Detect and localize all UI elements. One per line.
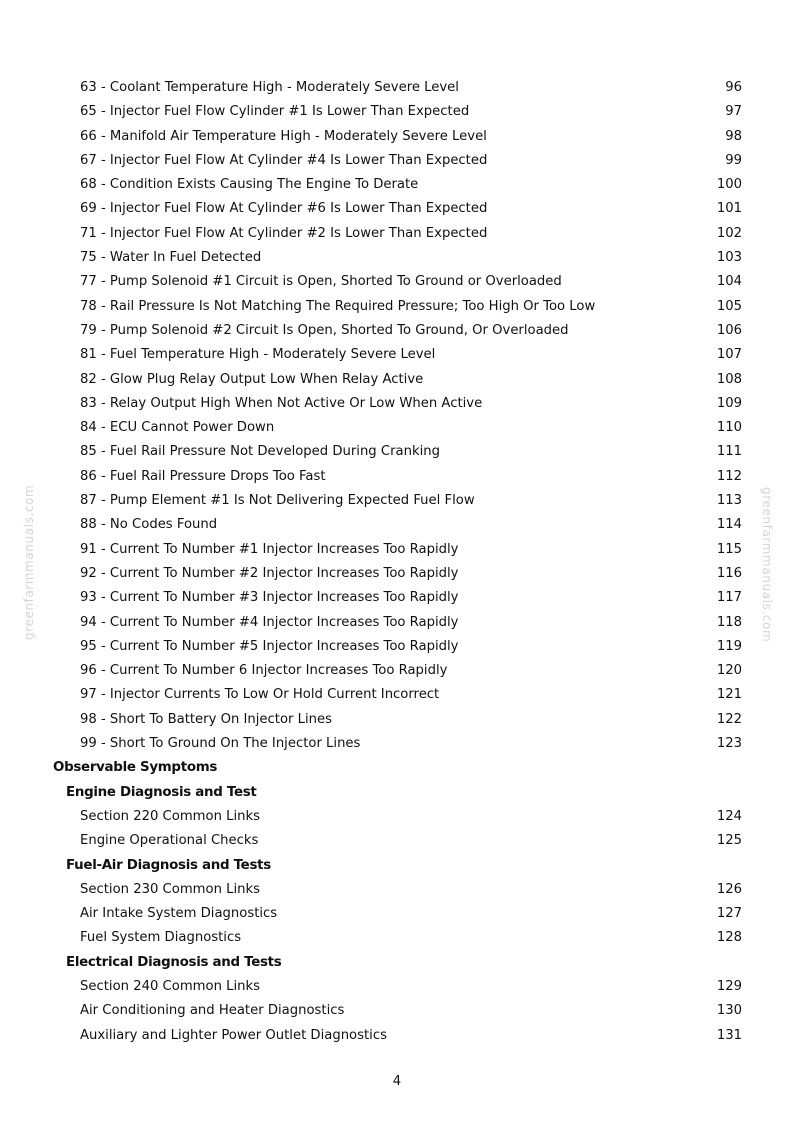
toc-entry-page-number: 97 — [725, 104, 742, 120]
toc-entry[interactable] — [0, 489, 794, 513]
toc-entry-page-number: 131 — [716, 1027, 742, 1043]
toc-entry-title: Section 240 Common Links — [80, 978, 261, 994]
toc-entry[interactable] — [0, 125, 794, 149]
page-number: 4 — [392, 1074, 402, 1089]
toc-entry[interactable] — [0, 659, 794, 683]
toc-entry[interactable] — [0, 100, 794, 124]
toc-entry-title: 67 - Injector Fuel Flow At Cylinder #4 Is Lower Than Expected — [80, 152, 488, 168]
toc-entry-title: 79 - Pump Solenoid #2 Circuit Is Open, Shorted To Ground, Or Overloaded — [80, 322, 569, 338]
toc-entry-title: Electrical Diagnosis and Tests — [66, 954, 282, 970]
toc-entry[interactable] — [0, 173, 794, 197]
toc-entry-title: 88 - No Codes Found — [80, 517, 218, 533]
toc-entry-title: 82 - Glow Plug Relay Output Low When Relay Active — [80, 371, 424, 387]
toc-entry-page-number: 117 — [716, 590, 742, 606]
toc-entry-page-number: 111 — [716, 444, 742, 460]
toc-entry-title: 69 - Injector Fuel Flow At Cylinder #6 Is Lower Than Expected — [80, 201, 488, 217]
toc-entry-page-number: 110 — [716, 420, 742, 436]
toc-entry-title: 84 - ECU Cannot Power Down — [80, 420, 275, 436]
toc-entry-page-number: 126 — [716, 881, 742, 897]
toc-entry-page-number: 109 — [716, 395, 742, 411]
toc-entry-page-number: 118 — [716, 614, 742, 630]
toc-entry-title: Air Conditioning and Heater Diagnostics — [80, 1003, 345, 1019]
toc-entry[interactable] — [0, 902, 794, 926]
toc-entry-title: Fuel System Diagnostics — [80, 930, 242, 946]
toc-entry[interactable] — [0, 708, 794, 732]
toc-entry-title: 95 - Current To Number #5 Injector Increases Too Rapidly — [80, 638, 459, 654]
toc-entry-title: 94 - Current To Number #4 Injector Increases Too Rapidly — [80, 614, 459, 630]
toc-entry-page-number: 115 — [716, 541, 742, 557]
toc-entry-page-number: 120 — [716, 663, 742, 679]
toc-subsection-heading — [0, 951, 794, 975]
toc-entry-page-number: 121 — [716, 687, 742, 703]
toc-entry[interactable] — [0, 878, 794, 902]
toc-entry-title: 97 - Injector Currents To Low Or Hold Current Incorrect — [80, 687, 440, 703]
toc-entry[interactable] — [0, 926, 794, 950]
toc-entry-title: 91 - Current To Number #1 Injector Increases Too Rapidly — [80, 541, 459, 557]
toc-entry-page-number: 114 — [716, 517, 742, 533]
watermark-left: greenfarmmanuals.com — [22, 484, 36, 640]
toc-entry-title: Observable Symptoms — [53, 760, 218, 776]
toc-entry-page-number: 104 — [716, 274, 742, 290]
toc-entry[interactable] — [0, 635, 794, 659]
toc-entry[interactable] — [0, 76, 794, 100]
toc-entry-page-number: 128 — [716, 930, 742, 946]
toc-subsection-heading — [0, 781, 794, 805]
toc-entry[interactable] — [0, 999, 794, 1023]
toc-entry[interactable] — [0, 586, 794, 610]
toc-entry-title: 63 - Coolant Temperature High - Moderately Severe Level — [80, 80, 459, 95]
toc-entry-page-number: 108 — [716, 371, 742, 387]
toc-entry[interactable] — [0, 368, 794, 392]
toc-entry[interactable] — [0, 611, 794, 635]
toc-section-heading — [0, 756, 794, 780]
watermark-right: greenfarmmanuals.com — [760, 487, 774, 643]
toc-entry[interactable] — [0, 1024, 794, 1048]
toc-entry[interactable] — [0, 805, 794, 829]
toc-entry-page-number: 101 — [716, 201, 742, 217]
toc-entry-title: 75 - Water In Fuel Detected — [80, 250, 262, 266]
toc-entry[interactable] — [0, 440, 794, 464]
toc-entry[interactable] — [0, 197, 794, 221]
toc-entry-title: 65 - Injector Fuel Flow Cylinder #1 Is Lower Than Expected — [80, 104, 470, 120]
toc-entry-title: 96 - Current To Number 6 Injector Increases Too Rapidly — [80, 663, 448, 679]
toc-entry[interactable] — [0, 513, 794, 537]
toc-entry-page-number: 130 — [716, 1003, 742, 1019]
toc-entry-title: 78 - Rail Pressure Is Not Matching The Required Pressure; Too High Or Too Low — [80, 298, 596, 314]
toc-entry-page-number: 123 — [716, 736, 742, 752]
toc-entry-title: Engine Diagnosis and Test — [66, 784, 257, 800]
toc-entry-page-number: 112 — [716, 468, 742, 484]
toc-entry-title: 92 - Current To Number #2 Injector Increases Too Rapidly — [80, 565, 459, 581]
toc-entry[interactable] — [0, 343, 794, 367]
toc-entry-title: 93 - Current To Number #3 Injector Increases Too Rapidly — [80, 590, 459, 606]
toc-entry-page-number: 122 — [716, 711, 742, 727]
toc-entry-title: Section 230 Common Links — [80, 881, 261, 897]
toc-entry-page-number: 98 — [725, 128, 742, 144]
toc-entry[interactable] — [0, 246, 794, 270]
toc-entry[interactable] — [0, 270, 794, 294]
toc-entry-page-number: 102 — [716, 225, 742, 241]
toc-entry-page-number: 100 — [716, 177, 742, 193]
toc-entry-title: 85 - Fuel Rail Pressure Not Developed During Cranking — [80, 444, 440, 460]
toc-entry[interactable] — [0, 732, 794, 756]
toc-entry-page-number: 129 — [716, 978, 742, 994]
toc-entry-title: 99 - Short To Ground On The Injector Lines — [80, 736, 361, 752]
toc-entry-title: 77 - Pump Solenoid #1 Circuit is Open, Shorted To Ground or Overloaded — [80, 274, 562, 290]
toc-entry[interactable] — [0, 538, 794, 562]
toc-entry[interactable] — [0, 465, 794, 489]
toc-entry-title: Fuel-Air Diagnosis and Tests — [66, 857, 271, 873]
toc-entry[interactable] — [0, 416, 794, 440]
toc-entry[interactable] — [0, 562, 794, 586]
toc-entry-title: Section 220 Common Links — [80, 808, 261, 824]
toc-entry[interactable] — [0, 392, 794, 416]
toc-entry[interactable] — [0, 149, 794, 173]
toc-entry-page-number: 99 — [725, 152, 742, 168]
toc-entry-title: 81 - Fuel Temperature High - Moderately Severe Level — [80, 347, 436, 363]
toc-entry-title: Auxiliary and Lighter Power Outlet Diagnostics — [80, 1027, 387, 1043]
table-of-contents — [0, 76, 794, 1048]
toc-entry[interactable] — [0, 975, 794, 999]
toc-entry[interactable] — [0, 295, 794, 319]
toc-entry-title: 66 - Manifold Air Temperature High - Moderately Severe Level — [80, 128, 487, 144]
toc-entry-title: 86 - Fuel Rail Pressure Drops Too Fast — [80, 468, 326, 484]
toc-entry-page-number: 107 — [716, 347, 742, 363]
toc-entry-page-number: 103 — [716, 250, 742, 266]
toc-entry[interactable] — [0, 222, 794, 246]
toc-subsection-heading — [0, 854, 794, 878]
toc-entry-page-number: 127 — [716, 906, 742, 922]
toc-entry-page-number: 96 — [725, 80, 742, 95]
toc-entry-page-number: 124 — [716, 808, 742, 824]
toc-entry[interactable] — [0, 829, 794, 853]
toc-entry-title: Air Intake System Diagnostics — [80, 906, 278, 922]
toc-entry-page-number: 105 — [716, 298, 742, 314]
toc-entry-title: 71 - Injector Fuel Flow At Cylinder #2 Is Lower Than Expected — [80, 225, 488, 241]
toc-entry-page-number: 106 — [716, 322, 742, 338]
toc-entry[interactable] — [0, 319, 794, 343]
toc-entry-title: 87 - Pump Element #1 Is Not Delivering Expected Fuel Flow — [80, 493, 475, 509]
toc-entry-title: 68 - Condition Exists Causing The Engine To Derate — [80, 177, 419, 193]
toc-entry-title: Engine Operational Checks — [80, 833, 259, 849]
toc-entry-page-number: 125 — [716, 833, 742, 849]
toc-entry[interactable] — [0, 683, 794, 707]
toc-entry-title: 98 - Short To Battery On Injector Lines — [80, 711, 332, 727]
toc-entry-page-number: 119 — [716, 638, 742, 654]
toc-entry-title: 83 - Relay Output High When Not Active Or Low When Active — [80, 395, 483, 411]
toc-entry-page-number: 113 — [716, 493, 742, 509]
toc-entry-page-number: 116 — [716, 565, 742, 581]
